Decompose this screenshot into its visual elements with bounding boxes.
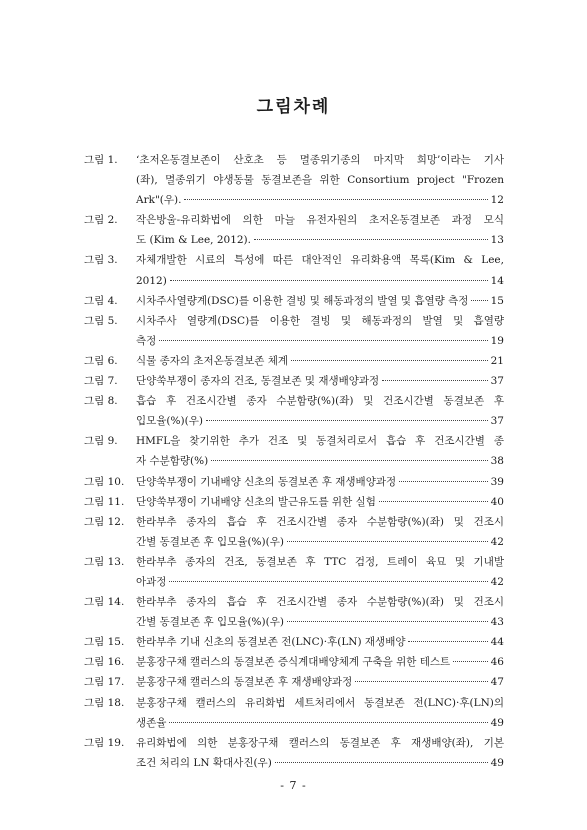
toc-entry[interactable] <box>84 693 504 733</box>
page-number: - 7 - <box>280 779 307 792</box>
toc-entry[interactable] <box>84 512 504 552</box>
dot-leader <box>379 500 488 502</box>
toc-entry[interactable] <box>84 733 504 773</box>
figure-caption-line: 한라부추 종자의 건조, 동결보존 후 TTC 검정, 트레이 육묘 및 기내발 <box>136 555 504 568</box>
page-ref: 44 <box>490 636 504 649</box>
figure-caption-line: (좌), 멸종위기 야생동물 동결보존을 위한 Consortium project "Frozen <box>136 174 504 187</box>
dot-leader <box>382 379 487 381</box>
dot-leader <box>184 198 487 200</box>
page-title: 그림차례 <box>256 97 331 117</box>
figure-caption-line: 시차주사열량계(DSC)를 이용한 결빙 및 해동과정의 발열 및 흡열량 측정 <box>136 294 469 307</box>
page-ref: 15 <box>490 294 504 307</box>
figure-caption-line: 2012) <box>136 274 167 287</box>
toc-entry[interactable] <box>84 351 504 371</box>
figure-label: 그림 8. <box>84 395 118 408</box>
page-ref: 46 <box>490 656 504 669</box>
figure-caption-line: 생존율 <box>136 716 167 729</box>
toc-entry[interactable] <box>84 150 504 210</box>
page-ref: 12 <box>490 194 504 207</box>
dot-leader <box>287 620 488 622</box>
figure-label: 그림 18. <box>84 696 125 709</box>
toc-entry[interactable] <box>84 311 504 351</box>
dot-leader <box>275 761 488 763</box>
toc-entry[interactable] <box>84 391 504 431</box>
page-ref: 42 <box>490 535 504 548</box>
figure-label: 그림 3. <box>84 254 118 267</box>
dot-leader <box>170 279 488 281</box>
figure-caption-line: 조건 처리의 LN 확대사진(우) <box>136 756 272 769</box>
figure-label: 그림 1. <box>84 154 118 166</box>
figure-caption-line: 한라부추 종자의 흡습 후 건조시간별 종자 수분함량(%)(좌) 및 건조시 <box>136 596 504 609</box>
page-ref: 43 <box>490 616 504 629</box>
figure-caption-line: 간별 동결보존 후 입모율(%)(우) <box>136 535 284 548</box>
toc-entry[interactable] <box>84 492 504 512</box>
page-ref: 49 <box>490 756 504 769</box>
figure-caption-line: 도 (Kim & Lee, 2012). <box>136 234 251 247</box>
figure-caption-line: 단양쑥부쟁이 종자의 건조, 동결보존 및 재생배양과정 <box>136 375 380 388</box>
figure-label: 그림 2. <box>84 214 118 227</box>
figure-label: 그림 4. <box>84 294 118 307</box>
page-ref: 38 <box>490 455 504 468</box>
page-ref: 19 <box>490 334 504 347</box>
figure-list <box>84 150 504 773</box>
dot-leader <box>206 419 488 421</box>
figure-caption-line: 단양쑥부쟁이 기내배양 신초의 동결보존 후 재생배양과정 <box>136 475 397 488</box>
page-ref: 47 <box>490 676 504 689</box>
figure-label: 그림 7. <box>84 375 118 388</box>
figure-caption-line: 작은방울-유리화법에 의한 마늘 유전자원의 초저온동결보존 과정 모식 <box>136 214 504 227</box>
figure-caption-line: 흡습 후 건조시간별 종자 수분함량(%)(좌) 및 건조시간별 동결보존 후 <box>136 395 504 408</box>
dot-leader <box>169 580 487 582</box>
toc-entry[interactable] <box>84 672 504 692</box>
dot-leader <box>399 480 488 482</box>
figure-caption-line: 간별 동결보존 후 입모율(%)(우) <box>136 616 284 629</box>
dot-leader <box>471 299 487 301</box>
figure-caption-line: 자체개발한 시료의 특성에 따른 대안적인 유리화용액 목록(Kim & Lee, <box>136 254 504 267</box>
figure-caption-line: 시차주사 열량계(DSC)를 이용한 결빙 및 해동과정의 발열 및 흡열량 <box>136 314 504 327</box>
page-ref: 37 <box>490 415 504 428</box>
figure-label: 그림 19. <box>84 736 125 749</box>
page-ref: 37 <box>490 375 504 388</box>
toc-entry[interactable] <box>84 472 504 492</box>
figure-caption-line: 분홍장구채 캘러스의 유리화법 세트처리에서 동결보존 전(LNC)·후(LN)의 <box>136 696 504 709</box>
toc-entry[interactable] <box>84 371 504 391</box>
figure-caption-line: 단양쑥부쟁이 기내배양 신초의 발근유도를 위한 실험 <box>136 495 376 508</box>
toc-entry[interactable] <box>84 592 504 632</box>
figure-caption-line: 유리화법에 의한 분홍장구채 캘러스의 동결보존 후 재생배양(좌), 기본 <box>136 736 504 749</box>
dot-leader <box>453 660 487 662</box>
figure-caption-line: 입모율(%)(우) <box>136 415 203 428</box>
figure-label: 그림 9. <box>84 435 118 448</box>
figure-label: 그림 13. <box>84 555 125 568</box>
figure-caption-line: 한라부추 종자의 흡습 후 건조시간별 종자 수분함량(%)(좌) 및 건조시 <box>136 515 504 528</box>
figure-label: 그림 11. <box>84 495 125 508</box>
figure-caption-line: 분홍장구채 캘러스의 동결보존 증식계대배양체계 구축을 위한 테스트 <box>136 656 451 669</box>
toc-entry[interactable] <box>84 652 504 672</box>
figure-caption-line: 자 수분함량(%) <box>136 455 209 468</box>
figure-caption-line: 식물 종자의 초저온동결보존 체계 <box>136 354 289 367</box>
figure-label: 그림 16. <box>84 656 125 669</box>
page-ref: 21 <box>490 354 504 367</box>
page-ref: 13 <box>490 234 504 247</box>
page-ref: 39 <box>490 475 504 488</box>
figure-label: 그림 17. <box>84 676 125 689</box>
figure-label: 그림 14. <box>84 596 125 609</box>
figure-caption-line: Ark"(우). <box>136 194 182 207</box>
dot-leader <box>355 680 487 682</box>
toc-entry[interactable] <box>84 552 504 592</box>
figure-label: 그림 6. <box>84 354 118 367</box>
figure-caption-line: 아과정 <box>136 575 167 588</box>
figure-label: 그림 15. <box>84 636 125 649</box>
figure-label: 그림 5. <box>84 314 118 327</box>
figure-caption-line: 분홍장구채 캘러스의 동결보존 후 재생배양과정 <box>136 676 353 689</box>
toc-entry[interactable] <box>84 632 504 652</box>
figure-caption-line: 측정 <box>136 334 157 347</box>
dot-leader <box>211 459 487 461</box>
figure-label: 그림 10. <box>84 475 125 488</box>
dot-leader <box>254 238 488 240</box>
figure-caption-line: 한라부추 기내 신초의 동결보존 전(LNC)·후(LN) 재생배양 <box>136 636 406 649</box>
dot-leader <box>408 640 487 642</box>
dot-leader <box>291 359 488 361</box>
figure-label: 그림 12. <box>84 515 125 528</box>
dot-leader <box>287 540 488 542</box>
toc-entry[interactable] <box>84 250 504 290</box>
figure-caption-line: ‘초저온동결보존이 산호초 등 멸종위기종의 마지막 희망’이라는 기사 <box>136 154 504 166</box>
page-ref: 40 <box>490 495 504 508</box>
dot-leader <box>169 721 487 723</box>
toc-entry[interactable] <box>84 291 504 311</box>
page-ref: 49 <box>490 716 504 729</box>
page-ref: 42 <box>490 575 504 588</box>
toc-entry[interactable] <box>84 431 504 471</box>
figure-caption-line: HMFL을 찾기위한 추가 건조 및 동결처리로서 흡습 후 건조시간별 종 <box>136 435 504 448</box>
dot-leader <box>159 339 487 341</box>
page-ref: 14 <box>490 274 504 287</box>
toc-entry[interactable] <box>84 210 504 250</box>
